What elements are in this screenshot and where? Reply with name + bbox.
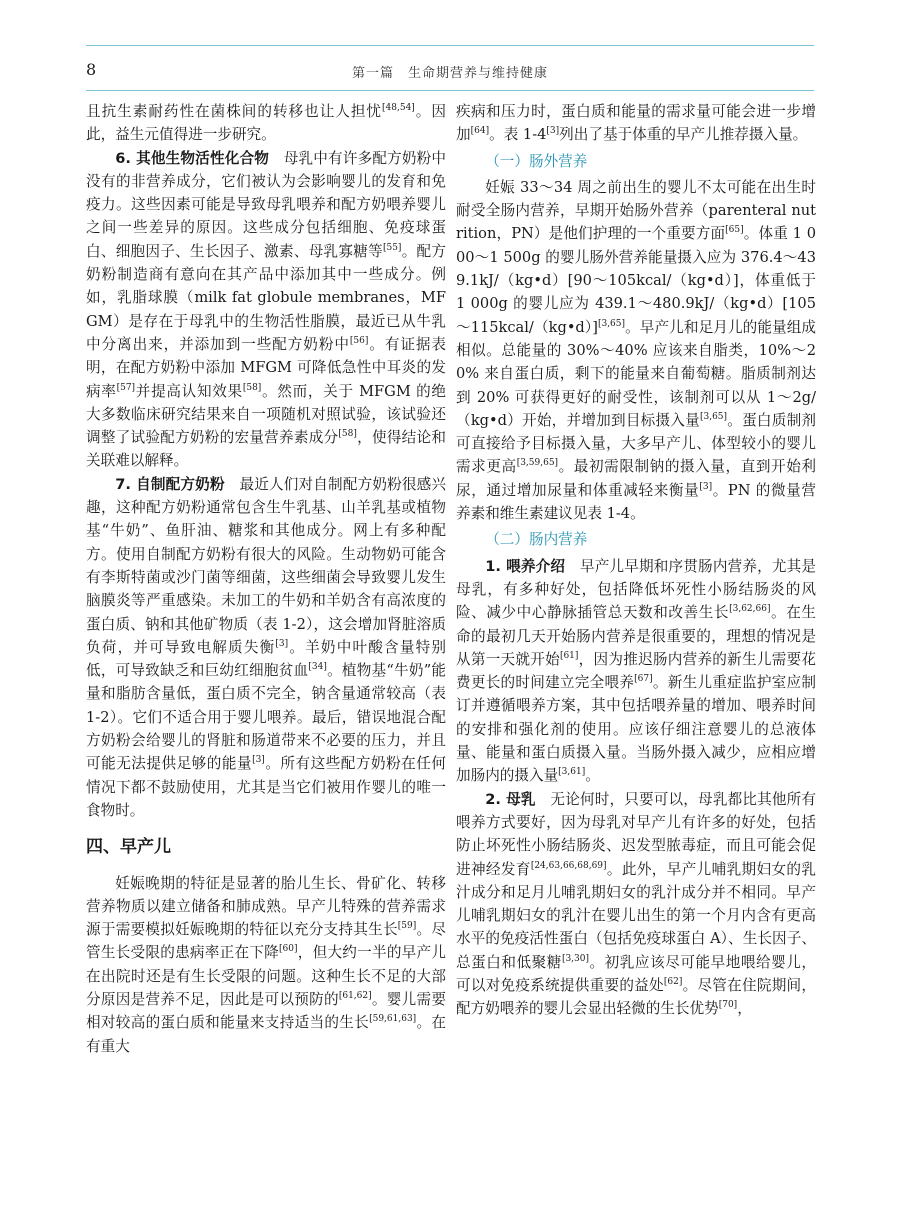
paragraph-probiotics-end: 且抗生素耐药性在菌株间的转移也让人担忧[48,54]。因此，益生元值得进一步研究。 — [86, 103, 446, 144]
subsection-parenteral: （一）肠外营养 — [485, 152, 588, 170]
paragraph-bioactive-compounds: 6. 其他生物活性化合物 母乳中有许多配方奶粉中没有的非营养成分，它们被认为会影响婴儿的发育和免疫力。这些因素可能是导致母乳喂养和配方奶喂养婴儿之间一些差异的原因。这些成分包括细胞、免疫球蛋白、细胞因子、生长因子、激素、母乳寡糖等[55]。配方奶粉制造商有意向在其产品中添加其中一些成分。例如，乳脂球膜（milk fat globule membranes，MFGM）是存在于母乳中的生物活性脂膜，最近已从牛乳中分离出来，并添加到一些配方奶粉中[56]。有证据表明，在配方奶粉中添加 MFGM 可降低急性中耳炎的发病率[57]并提高认知效果[58]。然而，关于 MFGM 的绝大多数临床研究结果来自一项随机对照试验，该试验还调整了试验配方奶粉的宏量营养素成分[58]，使得结论和关联难以解释。 — [86, 149, 446, 470]
left-column — [86, 100, 446, 1058]
header-top-rule — [86, 45, 814, 46]
subheading-breast-milk: 2. 母乳 — [485, 790, 536, 808]
right-column — [456, 100, 816, 1021]
paragraph-parenteral: 妊娠 33～34 周之前出生的婴儿不太可能在出生时耐受全肠内营养，早期开始肠外营养（parenteral nutrition，PN）是他们护理的一个重要方面[65]。体重 1 000～1 500g 的婴儿肠外营养能量摄入应为 376.4～439.1kJ/（kg•d）[90～105kcal/（kg•d）]，体重低于 1 000g 的婴儿应为 439.1～480.9kJ/（kg•d）[105～115kcal/（kg•d）][3,65]。早产儿和足月儿的能量组成相似。总能量的 30%～40% 应该来自脂类，10%～20% 来自蛋白质，剩下的能量来自葡萄糖。脂质制剂达到 20% 可获得更好的耐受性，该制剂可以从 1～2g/（kg•d）开始，并增加到目标摄入量[3,65]。蛋白质制剂可直接给予目标摄入量，大多早产儿、体型较小的婴儿需求更高[3,59,65]。最初需限制钠的摄入量，直到开始利尿，通过增加尿量和体重减轻来衡量[3]。PN 的微量营养素和维生素建议见表 1-4。 — [456, 178, 816, 523]
header-bottom-rule — [86, 90, 814, 91]
subheading-feeding: 1. 喂养介绍 — [485, 557, 566, 575]
subheading-homemade: 7. 自制配方奶粉 — [115, 475, 225, 493]
subsection-enteral: （二）肠内营养 — [485, 531, 588, 549]
section-heading-preterm: 四、早产儿 — [86, 837, 171, 858]
paragraph-feeding-intro: 1. 喂养介绍 早产儿早期和序贯肠内营养，尤其是母乳，有多种好处，包括降低坏死性小肠结肠炎的风险、减少中心静脉插管总天数和改善生长[3,62,66]。在生命的最初几天开始肠内营养是很重要的，理想的情况是从第一天就开始[61]，因为推迟肠内营养的新生儿需要花费更长的时间建立完全喂养[67]。新生儿重症监护室应制订并遵循喂养方案，其中包括喂养量的增加、喂养时间的安排和强化剂的使用。应该仔细注意婴儿的总液体量、能量和蛋白质摄入量。当肠外摄入减少，应相应增加肠内的摄入量[3,61]。 — [456, 557, 816, 785]
paragraph-preterm-intro: 妊娠晚期的特征是显著的胎儿生长、骨矿化、转移营养物质以建立储备和肺成熟。早产儿特殊的营养需求源于需要模拟妊娠晚期的特征以充分支持其生长[59]。尽管生长受限的患病率正在下降[60]，但大约一半的早产儿在出院时还是有生长受限的问题。这种生长不足的大部分原因是营养不足，因此是可以预防的[61,62]。婴儿需要相对较高的蛋白质和能量来支持适当的生长[59,61,63]。在有重大 — [86, 874, 446, 1055]
paragraph-breast-milk: 2. 母乳 无论何时，只要可以，母乳都比其他所有喂养方式要好，因为母乳对早产儿有许多的好处，包括防止坏死性小肠结肠炎、迟发型脓毒症，而且可能会促进神经发育[24,63,66,68,69]。此外，早产儿哺乳期妇女的乳汁成分和足月儿哺乳期妇女的乳汁成分并不相同。早产儿哺乳期妇女的乳汁在婴儿出生的第一个月内含有更高水平的免疫活性蛋白（包括免疫球蛋白 A）、生长因子、总蛋白和低聚糖[3,30]。初乳应该尽可能早地喂给婴儿，可以对免疫系统提供重要的益处[62]。尽管在住院期间，配方奶喂养的婴儿会显出轻微的生长优势[70]， — [456, 790, 816, 1018]
page-header — [86, 58, 814, 84]
running-head: 第一篇 生命期营养与维持健康 — [351, 66, 548, 81]
paragraph-homemade-formula: 7. 自制配方奶粉 最近人们对自制配方奶粉很感兴趣，这种配方奶粉通常包含生牛乳基、山羊乳基或植物基“牛奶”、鱼肝油、糖浆和其他成分。网上有多种配方。使用自制配方奶粉有很大的风险。生动物奶可能含有李斯特菌或沙门菌等细菌，这些细菌会导致婴儿发生脑膜炎等严重感染。未加工的牛奶和羊奶含有高浓度的蛋白质、钠和其他矿物质（表 1-2），这会增加肾脏溶质负荷，并可导致电解质失衡[3]。羊奶中叶酸含量特别低，可导致缺乏和巨幼红细胞贫血[34]。植物基“牛奶”能量和脂肪含量低，蛋白质不完全，钠含量通常较高（表 1-2）。它们不适合用于婴儿喂养。最后，错误地混合配方奶粉会给婴儿的肾脏和肠道带来不必要的压力，并且可能无法提供足够的能量[3]。所有这些配方奶粉在任何情况下都不鼓励使用，尤其是当它们被用作婴儿的唯一食物时。 — [86, 475, 446, 819]
subheading-bioactive: 6. 其他生物活性化合物 — [115, 149, 269, 167]
page-number: 8 — [86, 60, 97, 79]
paragraph-preterm-continued: 疾病和压力时，蛋白质和能量的需求量可能会进一步增加[64]。表 1-4[3]列出了基于体重的早产儿推荐摄入量。 — [456, 103, 816, 144]
